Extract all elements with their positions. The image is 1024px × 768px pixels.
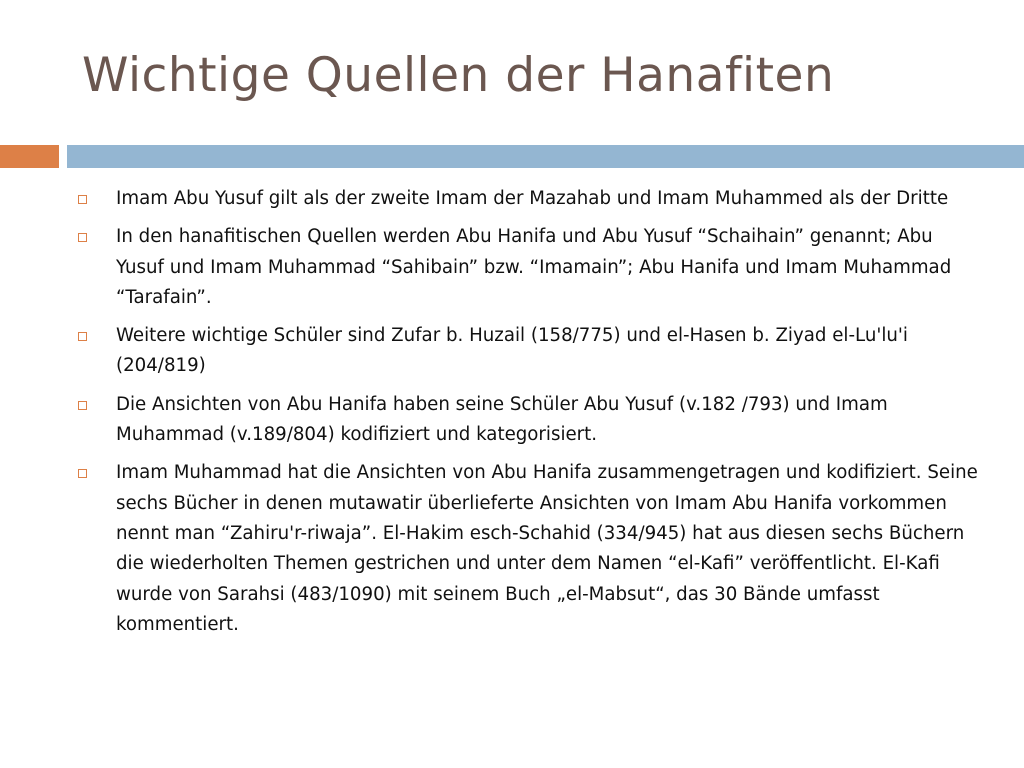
bullet-item xyxy=(78,184,978,214)
bullet-text: Imam Muhammad hat die Ansichten von Abu Hanifa zusammengetragen und kodifiziert. Seine sechs Bücher in denen mutawatir überlieferte Ansichten von Imam Abu Hanifa vorkommen nennt man “Zahiru'r-riwaja”. El-Hakim esch-Schahid (334/945) hat aus diesen sechs Büchern die wiederholten Themen gestrichen und unter dem Namen “el-Kafi” veröffentlicht. El-Kafi wurde von Sarahsi (483/1090) mit seinem Buch „el-Mabsut“, das 30 Bände umfasst kommentiert. xyxy=(116,462,978,635)
slide-title: Wichtige Quellen der Hanafiten xyxy=(82,48,835,103)
bullet-item xyxy=(78,222,978,313)
square-bullet-icon xyxy=(78,401,87,410)
bullet-item xyxy=(78,458,978,640)
accent-bar-blue xyxy=(67,145,1024,168)
bullet-text: In den hanafitischen Quellen werden Abu Hanifa und Abu Yusuf “Schaihain” genannt; Abu Yusuf und Imam Muhammad “Sahibain” bzw. “Imamain”; Abu Hanifa und Imam Muhammad “Tarafain”. xyxy=(116,226,952,308)
bullet-item xyxy=(78,321,978,382)
bullet-text: Imam Abu Yusuf gilt als der zweite Imam der Mazahab und Imam Muhammed als der Dritte xyxy=(116,188,949,209)
square-bullet-icon xyxy=(78,195,87,204)
bullet-list xyxy=(78,184,978,648)
accent-bar-orange xyxy=(0,145,59,168)
square-bullet-icon xyxy=(78,233,87,242)
bullet-text: Die Ansichten von Abu Hanifa haben seine Schüler Abu Yusuf (v.182 /793) und Imam Muhammad (v.189/804) kodifiziert und kategorisiert. xyxy=(116,393,888,446)
bullet-item xyxy=(78,390,978,451)
square-bullet-icon xyxy=(78,332,87,341)
bullet-text: Weitere wichtige Schüler sind Zufar b. Huzail (158/775) und el-Hasen b. Ziyad el-Lu'lu'i (204/819) xyxy=(116,325,908,377)
square-bullet-icon xyxy=(78,469,87,478)
